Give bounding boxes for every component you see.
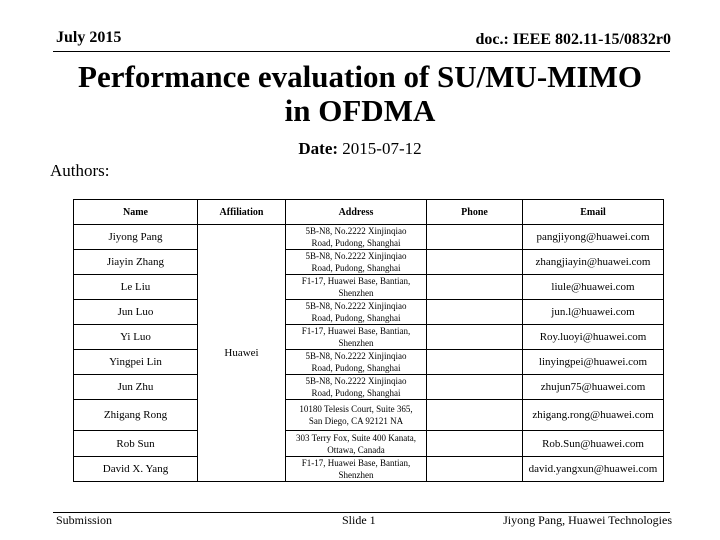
date-line [0,139,720,159]
table-row [74,400,664,431]
address-line-2: Shenzhen [338,470,374,480]
author-address [286,325,427,350]
author-email: Rob.Sun@huawei.com [523,431,664,457]
header-date: July 2015 [56,29,122,46]
author-name: Le Liu [74,275,198,300]
address-line-1: 5B-N8, No.2222 Xinjinqiao [305,351,407,361]
address-line-2: Road, Pudong, Shanghai [311,313,401,323]
author-address [286,275,427,300]
date-label: Date: [298,139,339,158]
author-name: Zhigang Rong [74,400,198,431]
author-phone [427,325,523,350]
table-row [74,431,664,457]
author-name: Yi Luo [74,325,198,350]
address-line-1: F1-17, Huawei Base, Bantian, [301,276,411,286]
author-phone [427,431,523,457]
author-phone [427,400,523,431]
author-address [286,400,427,431]
author-email: pangjiyong@huawei.com [523,225,664,250]
author-email: david.yangxun@huawei.com [523,457,664,482]
author-phone [427,275,523,300]
author-name: David X. Yang [74,457,198,482]
address-line-1: F1-17, Huawei Base, Bantian, [301,458,411,468]
author-email: liule@huawei.com [523,275,664,300]
author-name: Jiayin Zhang [74,250,198,275]
address-line-1: 5B-N8, No.2222 Xinjinqiao [305,251,407,261]
address-line-2: Road, Pudong, Shanghai [311,363,401,373]
table-row [74,225,664,250]
authors-label: Authors: [50,161,110,180]
address-line-2: Road, Pudong, Shanghai [311,238,401,248]
header-affiliation: Affiliation [198,200,286,225]
affiliation-cell: Huawei [198,225,286,482]
author-email: zhigang.rong@huawei.com [523,400,664,431]
address-line-1: 303 Terry Fox, Suite 400 Kanata, [296,432,416,443]
address-line-2: Ottawa, Canada [327,444,385,455]
author-name: Yingpei Lin [74,350,198,375]
table-header-row [74,200,664,225]
authors-table [73,199,664,482]
header-name: Name [74,200,198,225]
address-line-1: 5B-N8, No.2222 Xinjinqiao [305,301,407,311]
title-line-1: Performance evaluation of SU/MU-MIMO [78,59,642,94]
date-value: 2015-07-12 [342,139,422,158]
author-phone [427,250,523,275]
author-phone [427,350,523,375]
author-name: Jun Luo [74,300,198,325]
table-row [74,375,664,400]
table-row [74,457,664,482]
address-line-2: San Diego, CA 92121 NA [308,416,404,426]
author-name: Rob Sun [74,431,198,457]
author-email: Roy.luoyi@huawei.com [523,325,664,350]
header-doc-id: doc.: IEEE 802.11-15/0832r0 [475,31,671,48]
header-phone: Phone [427,200,523,225]
author-address [286,300,427,325]
header-address: Address [286,200,427,225]
address-line-2: Shenzhen [338,288,374,298]
table-row [74,275,664,300]
address-line-2: Road, Pudong, Shanghai [311,388,401,398]
footer-slide-number: Slide 1 [342,513,376,527]
author-name: Jiyong Pang [74,225,198,250]
address-line-1: 5B-N8, No.2222 Xinjinqiao [305,376,407,386]
author-address [286,457,427,482]
author-address [286,375,427,400]
author-phone [427,225,523,250]
table-row [74,325,664,350]
author-phone [427,375,523,400]
title-line-2: in OFDMA [284,93,436,128]
table-row [74,350,664,375]
author-email: jun.l@huawei.com [523,300,664,325]
address-line-1: 5B-N8, No.2222 Xinjinqiao [305,226,407,236]
slide-title [0,60,720,128]
author-name: Jun Zhu [74,375,198,400]
author-phone [427,457,523,482]
address-line-2: Shenzhen [338,338,374,348]
author-email: zhangjiayin@huawei.com [523,250,664,275]
address-line-2: Road, Pudong, Shanghai [311,263,401,273]
address-line-1: F1-17, Huawei Base, Bantian, [301,326,411,336]
author-phone [427,300,523,325]
address-line-1: 10180 Telesis Court, Suite 365, [299,404,413,414]
footer-submission: Submission [56,513,113,527]
author-address [286,250,427,275]
author-email: zhujun75@huawei.com [523,375,664,400]
author-address [286,431,427,457]
header-divider [53,51,670,52]
author-address [286,225,427,250]
table-row [74,250,664,275]
author-address [286,350,427,375]
footer-author: Jiyong Pang, Huawei Technologies [503,513,672,527]
author-email: linyingpei@huawei.com [523,350,664,375]
table-row [74,300,664,325]
header-email: Email [523,200,664,225]
